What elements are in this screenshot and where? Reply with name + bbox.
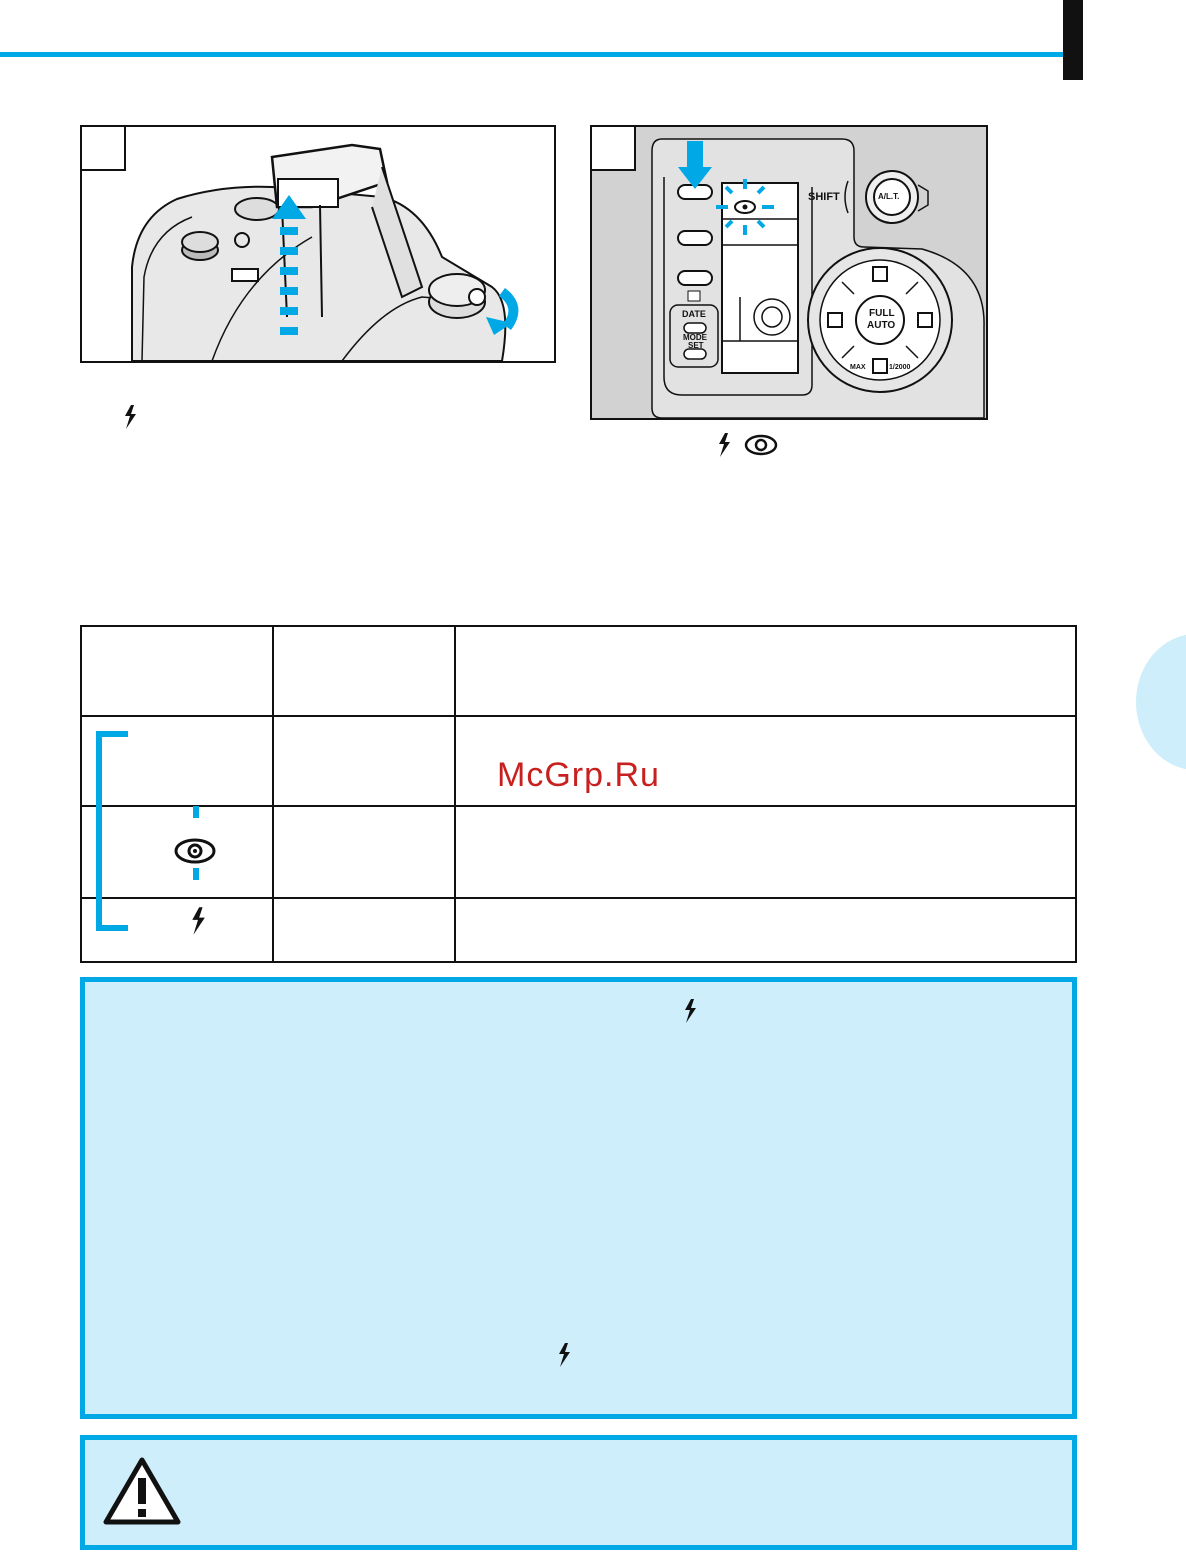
speed-label: 1/2000 xyxy=(889,364,911,371)
alt-label: A/L.T. xyxy=(878,192,900,201)
auto-label: AUTO xyxy=(867,320,896,331)
max-label: MAX xyxy=(850,364,866,371)
figure-2 xyxy=(590,125,988,420)
figure-number-box xyxy=(592,127,636,171)
side-tab-circle xyxy=(1136,634,1186,770)
camera-flash-illustration xyxy=(82,127,554,361)
header-tab xyxy=(1063,0,1083,80)
flash-icon xyxy=(123,405,137,433)
watermark: McGrp.Ru xyxy=(497,756,660,794)
flash-icon xyxy=(557,1343,571,1372)
red-eye-blink-mark-bottom xyxy=(193,868,199,880)
table-row xyxy=(81,898,1076,962)
mode-bracket xyxy=(96,731,128,931)
date-label: DATE xyxy=(682,309,706,319)
mode-label: MODE xyxy=(683,333,707,342)
header-rule xyxy=(0,52,1068,57)
shift-label: SHIFT xyxy=(808,191,840,203)
figure-1 xyxy=(80,125,556,363)
table-row xyxy=(81,806,1076,898)
figure-number-box xyxy=(82,127,126,171)
warning-box xyxy=(80,1435,1077,1550)
control-panel-illustration xyxy=(592,127,986,418)
red-eye-icon xyxy=(174,838,216,869)
set-label: SET xyxy=(688,341,704,350)
full-label: FULL xyxy=(869,308,895,319)
red-eye-icon xyxy=(744,434,778,461)
flash-icon xyxy=(190,906,206,941)
flash-icon xyxy=(683,999,697,1028)
flash-icon xyxy=(717,433,731,461)
table-header-row xyxy=(81,626,1076,716)
info-box xyxy=(80,977,1077,1419)
red-eye-blink-mark-top xyxy=(193,806,199,818)
warning-icon xyxy=(101,1454,183,1533)
